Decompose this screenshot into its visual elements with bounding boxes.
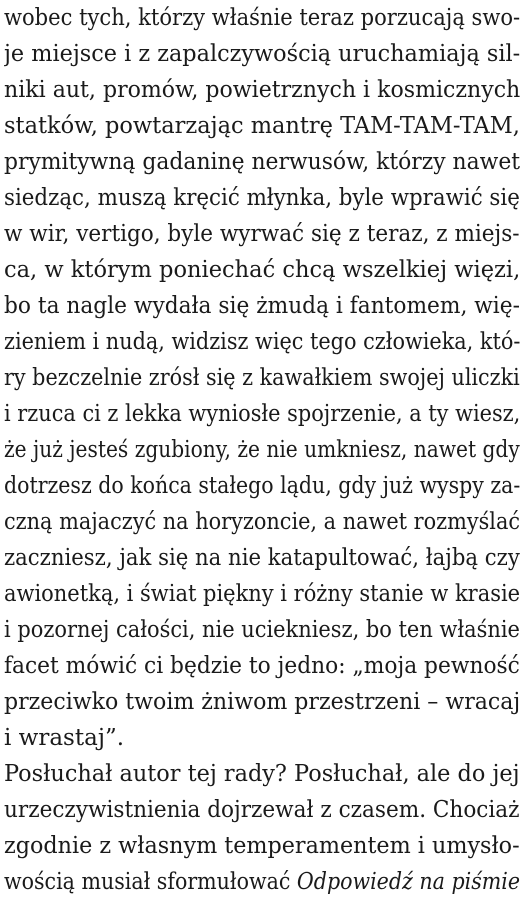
text-line: prymitywną gadaninę nerwusów, którzy nawet	[4, 149, 520, 175]
text-line: niki aut, promów, powietrznych i kosmicznych	[4, 77, 520, 103]
text-line: facet mówić ci będzie to jedno: „moja pewność	[4, 653, 520, 679]
text-line: zieniem i nudą, widzisz więc tego człowieka, któ-	[4, 329, 520, 355]
text-line: bo ta nagle wydała się żmudą i fantomem, wię-	[4, 293, 520, 319]
text-line: urzeczywistnienia dojrzewał z czasem. Chociaż	[4, 797, 520, 823]
text-line: ry bezczelnie zrósł się z kawałkiem swojej uliczki	[4, 365, 520, 391]
text-run: wością musiał sformułować	[4, 869, 297, 895]
text-line-last	[4, 864, 520, 900]
document-page	[4, 0, 520, 900]
book-title-italic: Odpowiedź na piśmie	[296, 869, 520, 895]
text-line: zgodnie z własnym temperamentem i umysło-	[4, 833, 520, 859]
text-line: przeciwko twoim żniwom przestrzeni – wracaj	[4, 689, 520, 715]
text-line: awionetką, i świat piękny i różny stanie w krasie	[4, 581, 520, 607]
text-line: i wrastaj”.	[4, 725, 125, 751]
text-line: dotrzesz do końca stałego lądu, gdy już wyspy za-	[4, 473, 520, 499]
text-line: je miejsce i z zapalczywością uruchamiają sil-	[4, 41, 520, 67]
text-line: i pozornej całości, nie uciekniesz, bo ten właśnie	[4, 617, 520, 643]
text-line: że już jesteś zgubiony, że nie umkniesz, nawet gdy	[4, 437, 520, 463]
text-line: statków, powtarzając mantrę TAM-TAM-TAM,	[4, 113, 520, 139]
text-line: w wir, vertigo, byle wyrwać się z teraz, z miejs-	[4, 221, 520, 247]
text-line: Posłuchał autor tej rady? Posłuchał, ale do jej	[4, 761, 520, 787]
text-line: zaczniesz, jak się na nie katapultować, łajbą czy	[4, 545, 520, 571]
text-line: czną majaczyć na horyzoncie, a nawet rozmyślać	[4, 509, 520, 535]
text-line: i rzuca ci z lekka wyniosłe spojrzenie, a ty wiesz,	[4, 401, 520, 427]
text-line: ca, w którym poniechać chcą wszelkiej więzi,	[4, 257, 520, 283]
text-line: wobec tych, którzy właśnie teraz porzucają swo-	[4, 5, 520, 31]
text-line: siedząc, muszą kręcić młynka, byle wprawić się	[4, 185, 520, 211]
